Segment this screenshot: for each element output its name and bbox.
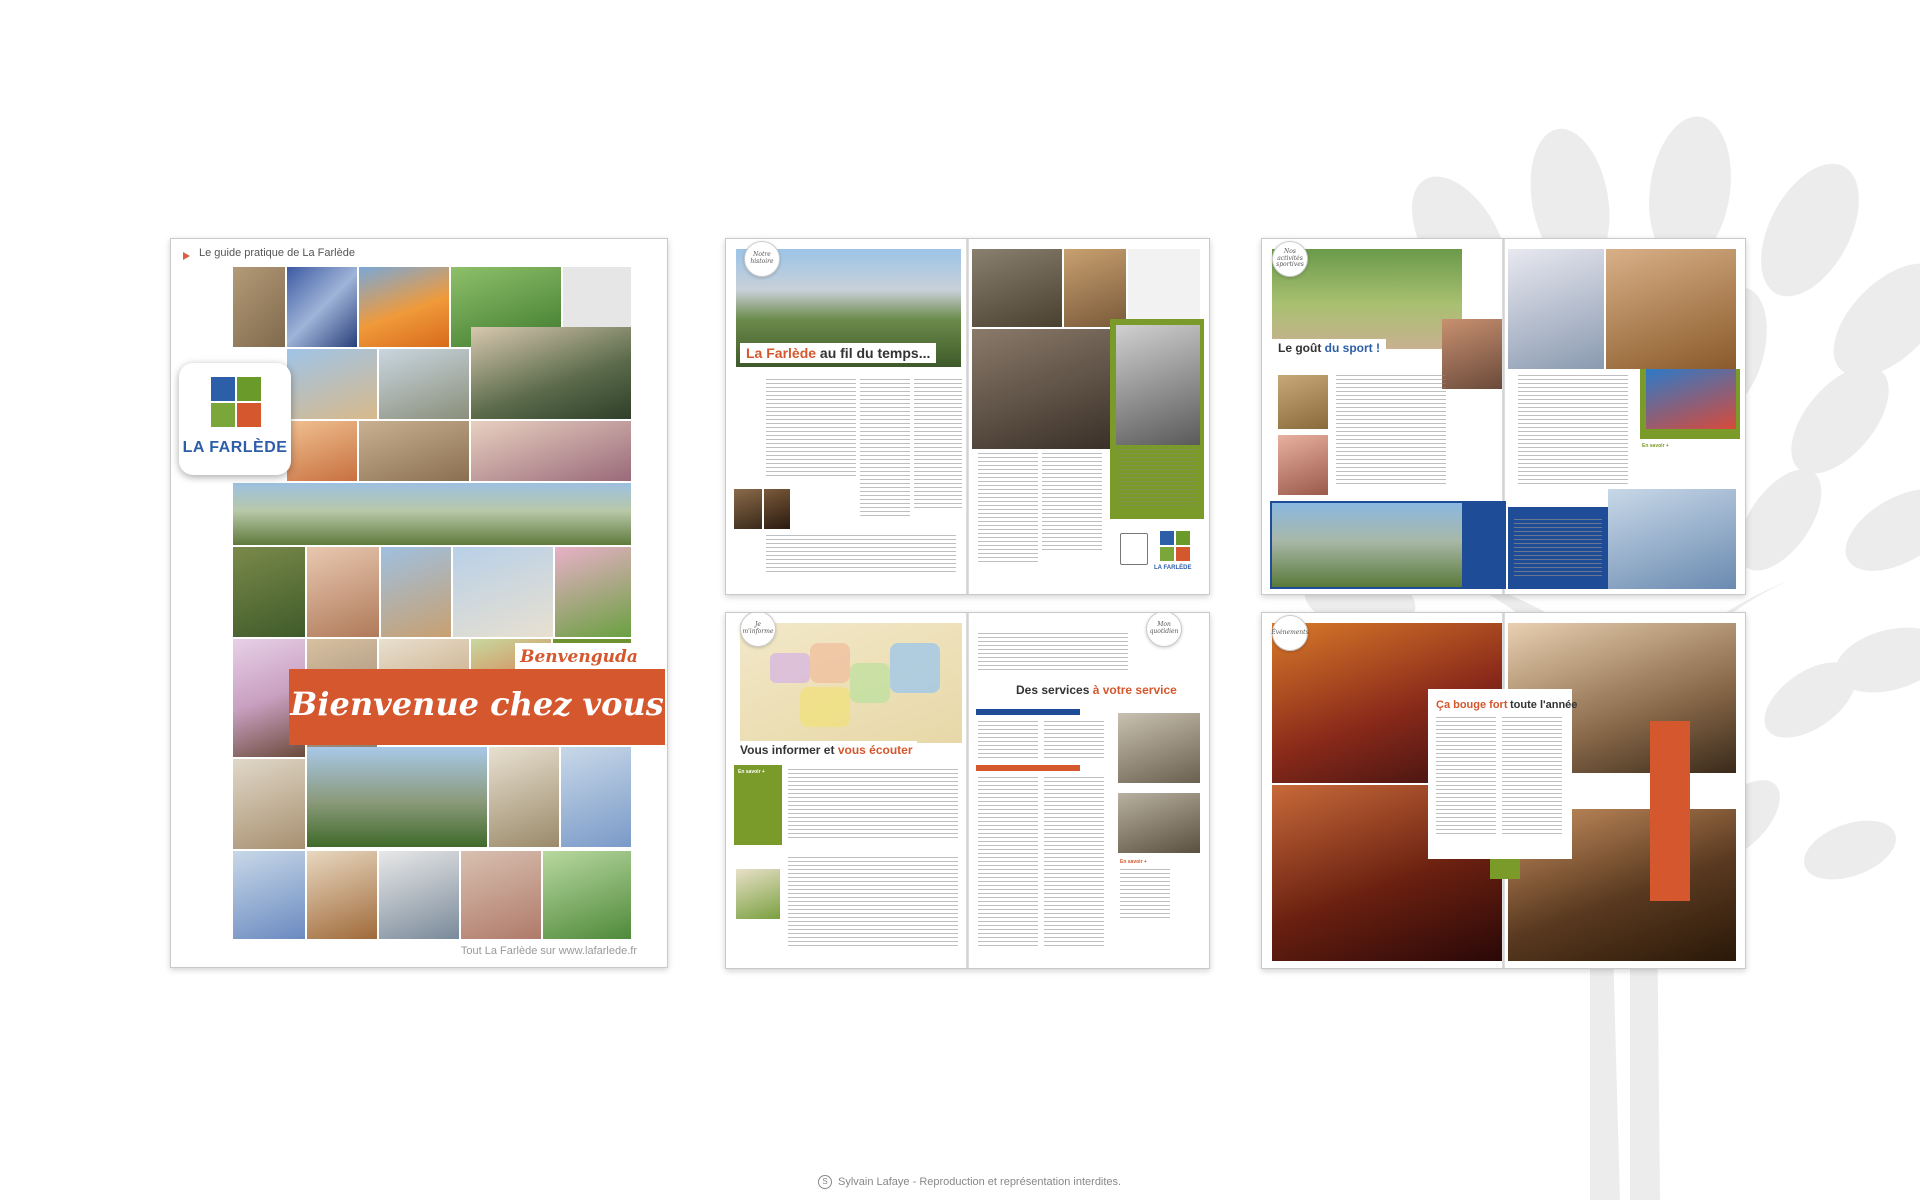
crowd-photo — [972, 329, 1112, 449]
logo-text: LA FARLÈDE — [182, 439, 288, 456]
body-text — [978, 777, 1038, 947]
guide-cover-page — [170, 238, 668, 968]
cover-header-text: Le guide pratique de La Farlède — [199, 247, 355, 259]
photo-tile — [379, 349, 469, 419]
staff-photo — [1118, 793, 1200, 853]
photo-tile — [287, 421, 357, 481]
judo-photo — [1508, 249, 1604, 369]
body-text — [1518, 375, 1628, 485]
body-text — [914, 379, 962, 509]
photo-tile — [287, 267, 357, 347]
arrow-icon — [183, 252, 190, 260]
side-label: En savoir + — [1642, 443, 1669, 449]
soccer-photo — [1278, 375, 1328, 429]
la-farlede-logo — [179, 363, 291, 475]
body-text — [1502, 717, 1562, 837]
photo-tile — [471, 421, 631, 481]
sports-hall-photo — [1608, 489, 1736, 589]
blue-heading-bar — [976, 709, 1080, 715]
photo-tile — [379, 851, 459, 939]
welcome-subtitle-tag — [515, 643, 643, 669]
cover-footer: Tout La Farlède sur www.lafarlede.fr — [460, 945, 637, 957]
photo-collage — [233, 267, 631, 939]
photo-tile — [307, 851, 377, 939]
photo-tile — [233, 851, 305, 939]
photo-tile — [555, 547, 631, 637]
town-hall-logo — [1114, 525, 1200, 585]
body-text — [766, 379, 856, 479]
sepia-photo — [1128, 249, 1200, 327]
section-badge: Événements — [1272, 615, 1308, 651]
copyright-icon: S — [818, 1175, 832, 1189]
photo-tile — [381, 547, 451, 637]
photo-tile — [471, 327, 631, 419]
body-text — [1042, 453, 1102, 553]
body-text — [766, 535, 956, 575]
copyright-notice: S Sylvain Lafaye - Reproduction et représentation interdites. — [818, 1175, 1121, 1189]
body-text — [1118, 449, 1198, 509]
mountain-photo — [1272, 503, 1462, 587]
section-badge: Nos activités sportives — [1272, 241, 1308, 277]
spread-title: Le goût du sport ! — [1272, 339, 1386, 357]
archive-photo — [734, 489, 762, 529]
logo-text: LA FARLÈDE — [1154, 565, 1192, 571]
photo-tile — [453, 547, 553, 637]
section-badge: Je m'informe — [740, 612, 776, 647]
body-text — [1436, 717, 1496, 837]
photo-tile — [359, 421, 469, 481]
body-text — [1044, 777, 1104, 947]
side-label: En savoir + — [738, 769, 765, 775]
side-label: En savoir + — [1120, 859, 1147, 865]
tennis-photo — [1646, 369, 1736, 429]
spread-events — [1261, 612, 1746, 969]
restaurant-photo — [972, 249, 1062, 327]
cover-header — [171, 239, 667, 269]
photo-tile — [561, 747, 631, 847]
spread-subtitle: toute l'année — [1510, 699, 1578, 711]
office-photo — [1118, 713, 1200, 783]
photo-tile — [233, 759, 305, 849]
body-text — [788, 857, 958, 947]
body-text — [1336, 375, 1446, 485]
body-text — [1514, 519, 1602, 579]
spread-history — [725, 238, 1210, 595]
sepia-photo — [1064, 249, 1126, 327]
body-text — [978, 721, 1038, 761]
gym-photo — [1606, 249, 1736, 369]
body-text — [860, 379, 910, 519]
orange-calendar-panel — [1650, 721, 1690, 901]
body-text — [1120, 869, 1170, 919]
archive-photo — [764, 489, 790, 529]
kids-photo — [1278, 435, 1328, 495]
body-text — [978, 453, 1038, 563]
photo-tile — [233, 547, 305, 637]
orange-heading-bar — [976, 765, 1080, 771]
spread-services — [725, 612, 1210, 969]
section-badge: Notre histoire — [744, 241, 780, 277]
photo-tile — [461, 851, 541, 939]
photo-tile — [287, 349, 377, 419]
photo-tile — [233, 483, 631, 545]
photo-tile — [543, 851, 631, 939]
body-text — [978, 633, 1128, 673]
green-sidebar — [734, 765, 782, 845]
photo-tile — [359, 267, 449, 347]
welcome-banner — [289, 669, 665, 745]
spread-title-right: Des services à votre service — [1016, 683, 1177, 697]
welcome-title: Bienvenue chez vous — [290, 685, 664, 723]
town-map — [740, 623, 962, 743]
body-text — [788, 769, 958, 839]
welcome-subtitle: Benvenguda — [520, 647, 638, 667]
spread-sport — [1261, 238, 1746, 595]
section-badge: Mon quotidien — [1146, 612, 1182, 647]
basketball-photo — [1442, 319, 1502, 389]
photo-tile — [307, 747, 487, 847]
photo-tile — [489, 747, 559, 847]
spread-title: La Farlède au fil du temps... — [740, 343, 936, 363]
spread-title: Ça bouge fort — [1436, 699, 1508, 711]
magazine-photo — [736, 869, 780, 919]
spread-title-left: Vous informer et vous écouter — [736, 741, 917, 759]
archive-photo — [1116, 325, 1200, 445]
photo-tile — [233, 267, 285, 347]
body-text — [1044, 721, 1104, 761]
photo-tile — [307, 547, 379, 637]
